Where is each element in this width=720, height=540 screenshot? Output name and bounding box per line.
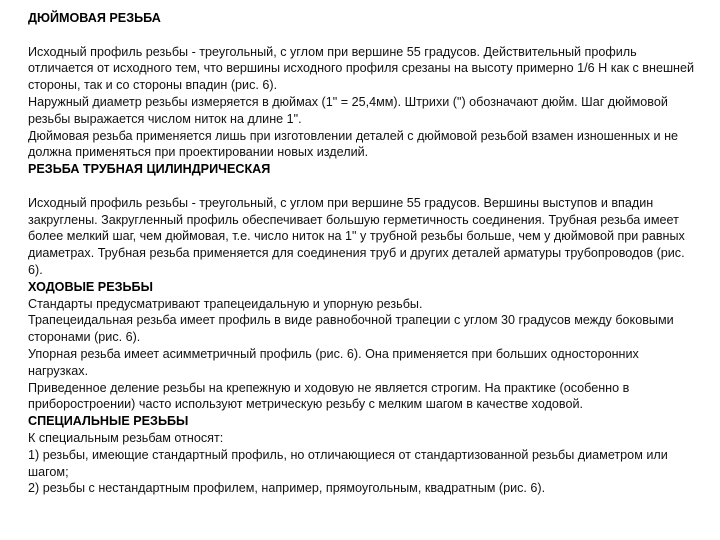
list-item: 2) резьбы с нестандартным профилем, например, прямоугольным, квадратным (рис. 6). [28, 481, 546, 496]
paragraph: Трапецеидальная резьба имеет профиль в виде равнобочной трапеции с углом 30 градусов между боковыми сторонами (рис. 6). [28, 313, 674, 345]
section-heading-pipe-thread: РЕЗЬБА ТРУБНАЯ ЦИЛИНДРИЧЕСКАЯ [28, 162, 271, 177]
paragraph: Стандарты предусматривают трапецеидальную и упорную резьбы. [28, 296, 423, 311]
paragraph: Исходный профиль резьбы - треугольный, с углом при вершине 55 градусов. Действительный профиль отличается от исходного тем, что вершины исходного профиля срезаны на высоту примерно 1/6 Н как с внешней стороны, так и со стороны впадин (рис. 6). [28, 44, 695, 93]
paragraph: Дюймовая резьба применяется лишь при изготовлении деталей с дюймовой резьбой взамен изношенных и не должна применяться при проектировании новых изделий. [28, 128, 679, 160]
paragraph: Наружный диаметр резьбы измеряется в дюймах (1" = 25,4мм). Штрихи (") обозначают дюйм. Шаг дюймовой резьбы выражается числом ниток на длине 1". [28, 94, 668, 126]
paragraph: Приведенное деление резьбы на крепежную и ходовую не является строгим. На практике (особенно в приборостроении) часто используют метрическую резьбу с мелким шагом в качестве ходовой. [28, 380, 630, 412]
spacer [28, 178, 696, 195]
document-page [28, 10, 696, 497]
list-item: 1) резьбы, имеющие стандартный профиль, но отличающиеся от стандартизованной резьбы диаметром или шагом; [28, 447, 668, 479]
paragraph: К специальным резьбам относят: [28, 430, 224, 445]
section-heading-inch-thread: ДЮЙМОВАЯ РЕЗЬБА [28, 11, 161, 25]
paragraph: Упорная резьба имеет асимметричный профиль (рис. 6). Она применяется при больших односторонних нагрузках. [28, 346, 639, 378]
paragraph: Исходный профиль резьбы - треугольный, с углом при вершине 55 градусов. Вершины выступов и впадин закруглены. Закругленный профиль обеспечивает большую герметичность соединения. Трубная резьба имеет более мелкий шаг, чем дюймовая, т.е. число ниток на 1" у трубной резьбы больше, чем у дюймовой при равных диаметрах. Трубная резьба применяется для соединения труб и других деталей арматуры трубопроводов (рис. 6). [28, 195, 685, 277]
spacer [28, 27, 696, 44]
section-heading-special-threads: СПЕЦИАЛЬНЫЕ РЕЗЬБЫ [28, 414, 189, 429]
section-heading-lead-screw-threads: ХОДОВЫЕ РЕЗЬБЫ [28, 279, 153, 294]
